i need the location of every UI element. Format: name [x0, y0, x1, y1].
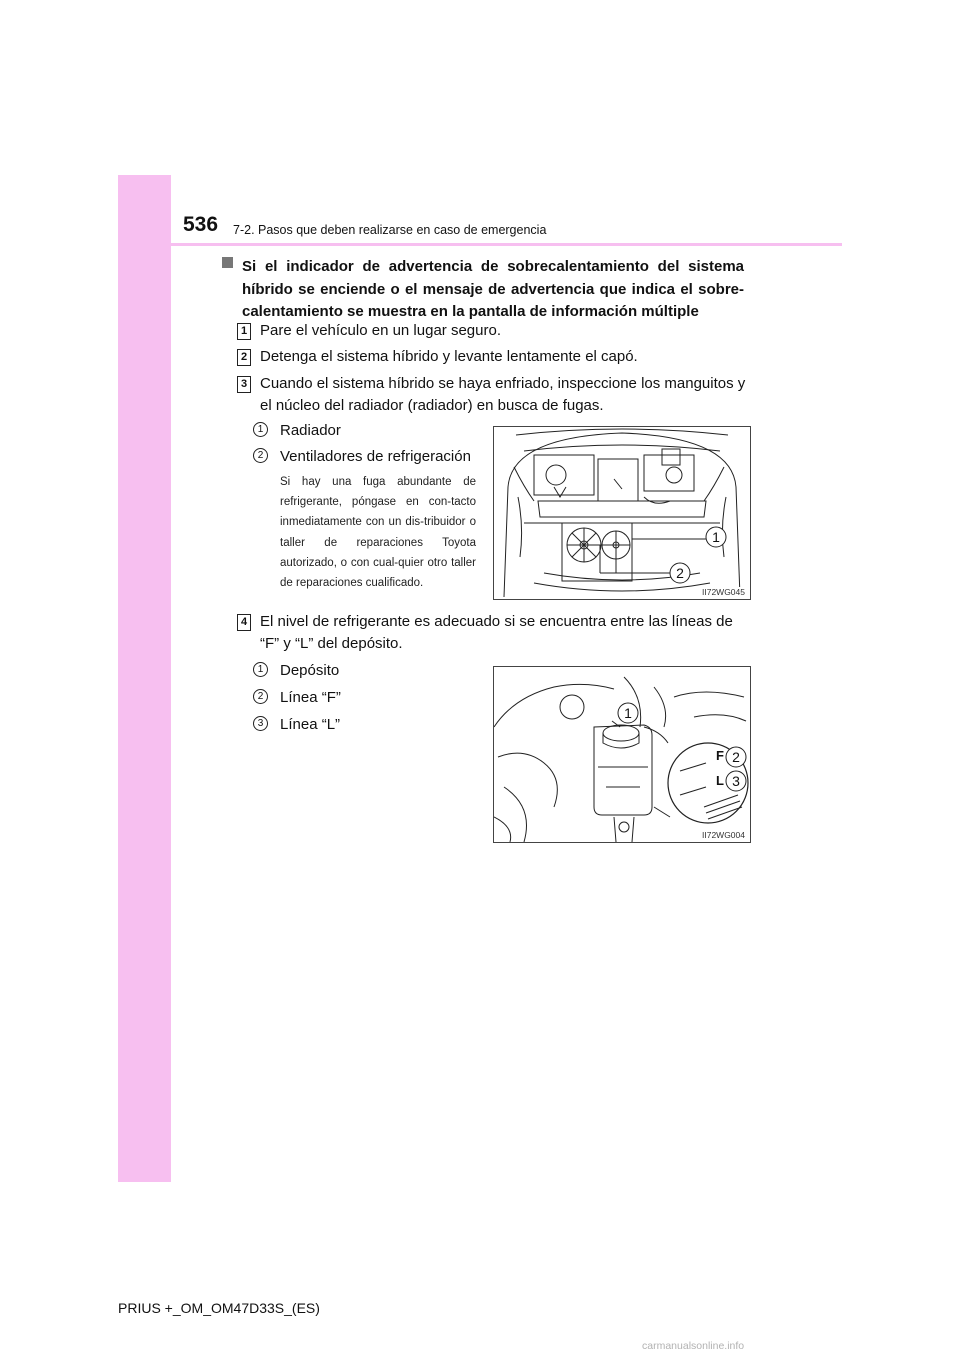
step-text-2: Detenga el sistema híbrido y levante lentamente el capó.	[260, 348, 638, 365]
step-text-4: El nivel de refrigerante es adecuado si se encuentra entre las líneas de “F” y “L” del depósito.	[260, 613, 733, 652]
callout-fans: 2	[676, 565, 684, 581]
square-bullet-icon	[222, 257, 233, 268]
legend-number-fans: 2	[253, 448, 268, 463]
legend-label-l-line: Línea “L”	[280, 716, 341, 733]
footer-model-code: PRIUS +_OM_OM47D33S_(ES)	[118, 1300, 320, 1316]
coolant-reservoir-illustration	[494, 667, 750, 842]
legend-label-radiator: Radiador	[280, 422, 341, 439]
step-number-4: 4	[237, 614, 251, 631]
engine-compartment-illustration	[494, 427, 750, 599]
engine-compartment-figure	[493, 426, 751, 600]
step-number-1: 1	[237, 323, 251, 340]
callout-l-line: 3	[732, 773, 740, 789]
step-text-3: Cuando el sistema híbrido se haya enfriado, inspeccione los manguitos y el núcleo del radiador (radiador) en busca de fugas.	[260, 375, 746, 414]
legend-number-l-line: 3	[253, 716, 268, 731]
figure-code: II72WG004	[702, 830, 745, 840]
callout-f-line: 2	[732, 749, 740, 765]
header-rule	[118, 243, 842, 246]
coolant-reservoir-figure	[493, 666, 751, 843]
legend-label-fans: Ventiladores de refrigeración	[280, 448, 471, 465]
footer-watermark: carmanualsonline.info	[642, 1340, 745, 1352]
f-line-letter: F	[716, 748, 724, 763]
leak-note: Si hay una fuga abundante de refrigerante, póngase en con-tacto inmediatamente con un dis-tribuidor o taller de reparaciones Toyota autorizado, o con cual-quier otro taller de reparaciones cualificado.	[280, 476, 476, 590]
step-number-3: 3	[237, 376, 251, 393]
section-heading	[222, 256, 744, 324]
heading-text: Si el indicador de advertencia de sobrecalentamiento del sistema híbrido se enciende o el mensaje de advertencia que indica el sobre-calentamiento se muestra en la pantalla de información múltiple	[242, 258, 744, 320]
page-number: 536	[183, 213, 219, 236]
step-number-2: 2	[237, 349, 251, 366]
legend-label-reservoir: Depósito	[280, 662, 340, 679]
legend-number-reservoir: 1	[253, 662, 268, 677]
callout-reservoir: 1	[624, 705, 632, 721]
legend-number-f-line: 2	[253, 689, 268, 704]
section-title: 7-2. Pasos que deben realizarse en caso de emergencia	[233, 223, 547, 237]
figure-code: II72WG045	[702, 587, 745, 597]
legend-label-f-line: Línea “F”	[280, 689, 341, 706]
l-line-letter: L	[716, 773, 724, 788]
side-color-strip	[118, 175, 171, 1182]
callout-radiator: 1	[712, 529, 720, 545]
legend-number-radiator: 1	[253, 422, 268, 437]
step-text-1: Pare el vehículo en un lugar seguro.	[260, 322, 501, 339]
